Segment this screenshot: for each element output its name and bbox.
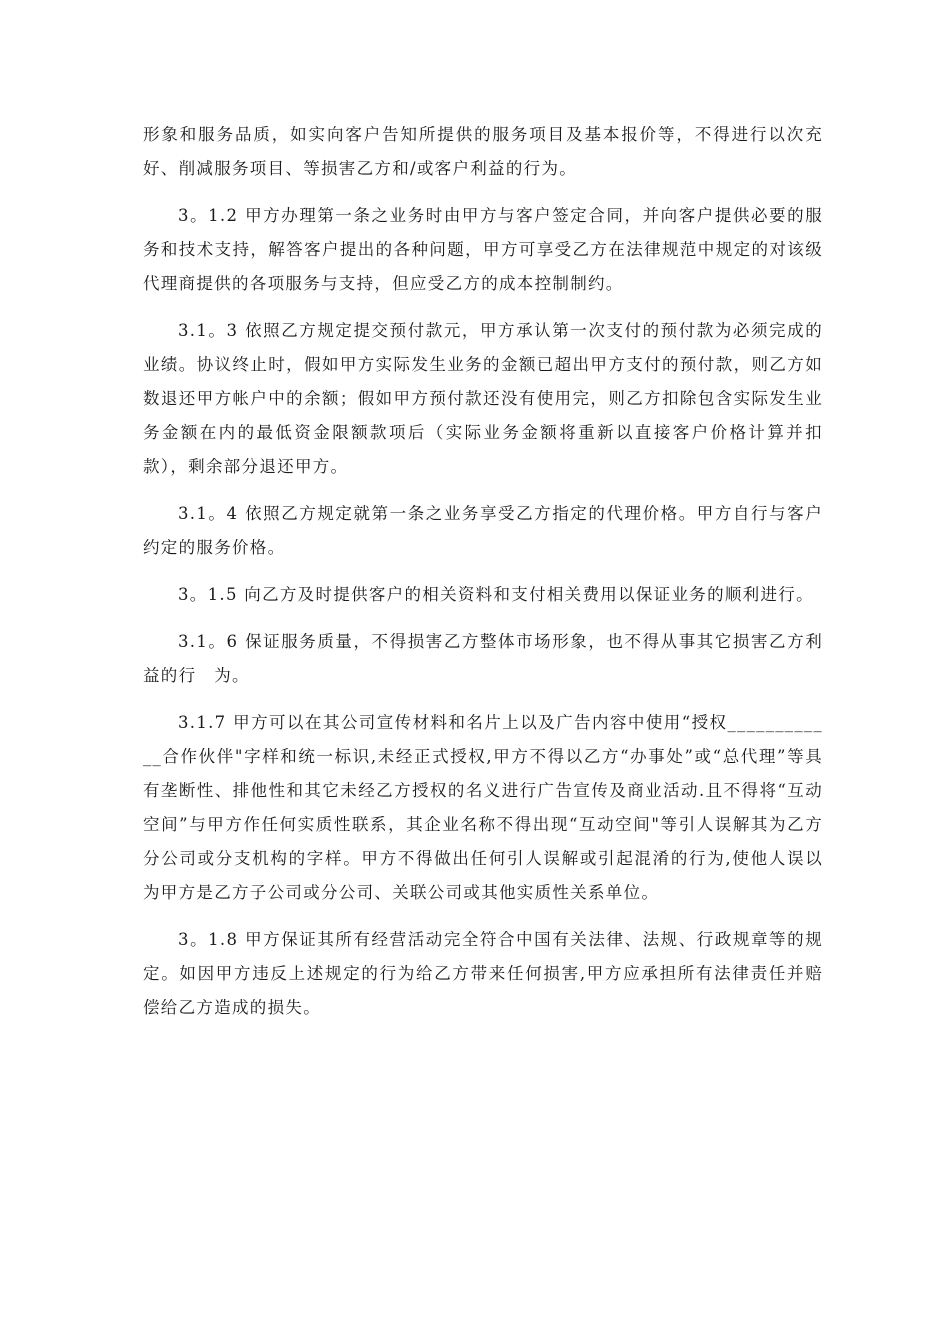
paragraph-clause-3-1-5: 3。1.5 向乙方及时提供客户的相关资料和支付相关费用以保证业务的顺利进行。 (178, 585, 814, 604)
paragraph-continuation: 形象和服务品质，如实向客户告知所提供的服务项目及基本报价等，不得进行以次充好、削减服务项目、等损害乙方和/或客户利益的行为。 (143, 125, 823, 178)
paragraph-clause-3-1-6: 3.1。6 保证服务质量，不得损害乙方整体市场形象，也不得从事其它损害乙方利益的行 为。 (143, 632, 823, 685)
paragraph-clause-3-1-8: 3。1.8 甲方保证其所有经营活动完全符合中国有关法律、法规、行政规章等的规定。如因甲方违反上述规定的行为给乙方带来任何损害,甲方应承担所有法律责任并赔偿给乙方造成的损失。 (143, 930, 823, 1017)
paragraph-clause-3-1-4: 3.1。4 依照乙方规定就第一条之业务享受乙方指定的代理价格。甲方自行与客户约定的服务价格。 (143, 504, 823, 557)
paragraph-clause-3-1-7: 3.1.7 甲方可以在其公司宣传材料和名片上以及广告内容中使用“授权____________合作伙伴"字样和统一标识,未经正式授权,甲方不得以乙方“办事处”或“总代理”等具有垄断性、排他性和其它未经乙方授权的名义进行广告宣传及商业活动.且不得将“互动空间”与甲方作任何实质性联系，其企业名称不得出现“互动空间"等引人误解其为乙方分公司或分支机构的字样。甲方不得做出任何引人误解或引起混淆的行为,使他人误以为甲方是乙方子公司或分公司、关联公司或其他实质性关系单位。 (143, 713, 823, 902)
document-body (143, 118, 823, 1038)
paragraph-clause-3-1-3: 3.1。3 依照乙方规定提交预付款元，甲方承认第一次支付的预付款为必须完成的业绩。协议终止时，假如甲方实际发生业务的金额已超出甲方支付的预付款，则乙方如数退还甲方帐户中的余额；假如甲方预付款还没有使用完，则乙方扣除包含实际发生业务金额在内的最低资金限额款项后（实际业务金额将重新以直接客户价格计算并扣款），剩余部分退还甲方。 (143, 321, 823, 476)
paragraph-clause-3-1-2: 3。1.2 甲方办理第一条之业务时由甲方与客户签定合同，并向客户提供必要的服务和技术支持，解答客户提出的各种问题，甲方可享受乙方在法律规范中规定的对该级代理商提供的各项服务与支持，但应受乙方的成本控制制约。 (143, 206, 823, 293)
